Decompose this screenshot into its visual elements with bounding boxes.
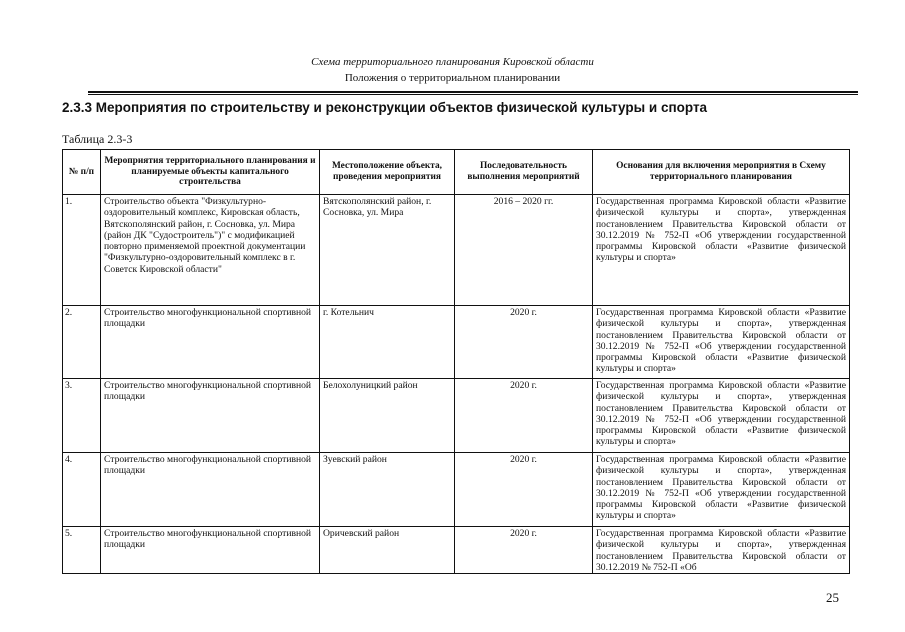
- cell-number: 2.: [63, 306, 101, 379]
- cell-basis: Государственная программа Кировской области «Развитие физической культуры и спорта», утвержденная постановлением Правительства Кировской области от 30.12.2019 № 752-П «Об утверждении государственной программы Кировской области «Развитие физической культуры и спорта»: [593, 379, 850, 453]
- cell-sequence: 2020 г.: [455, 379, 593, 453]
- running-header-title: Схема территориального планирования Кировской области: [311, 56, 594, 68]
- header-rule-thin: [88, 94, 858, 95]
- table-label: Таблица 2.3-3: [62, 132, 133, 146]
- cell-event: Строительство многофункциональной спортивной площадки: [101, 527, 320, 574]
- cell-sequence: 2020 г.: [455, 527, 593, 574]
- cell-event: Строительство многофункциональной спортивной площадки: [101, 306, 320, 379]
- running-header-subtitle: Положения о территориальном планировании: [344, 72, 561, 84]
- page-number: 25: [826, 590, 839, 605]
- cell-basis: Государственная программа Кировской области «Развитие физической культуры и спорта», утвержденная постановлением Правительства Кировской области от 30.12.2019 № 752-П «Об утверждении государственной программы Кировской области «Развитие физической культуры и спорта»: [593, 453, 850, 527]
- cell-location: Оричевский район: [320, 527, 455, 574]
- table-header-row: [63, 150, 850, 195]
- cell-event: Строительство многофункциональной спортивной площадки: [101, 379, 320, 453]
- col-header-number: № п/п: [63, 150, 101, 195]
- col-header-event: Мероприятия территориального планирования и планируемые объекты капитального строительства: [101, 150, 320, 195]
- cell-event: Строительство объекта "Физкультурно-оздоровительный комплекс, Кировская область, Вятскополянский район, г. Сосновка, ул. Мира (район ДК "Судостроитель")" с модификацией повторно применяемой проектной документации "Физкультурно-оздоровительный комплекс в г. Советск Кировской области": [101, 195, 320, 306]
- cell-sequence: 2016 – 2020 гг.: [455, 195, 593, 306]
- measures-table: [62, 149, 850, 574]
- table-row: [63, 527, 850, 574]
- cell-event: Строительство многофункциональной спортивной площадки: [101, 453, 320, 527]
- cell-sequence: 2020 г.: [455, 453, 593, 527]
- cell-basis: Государственная программа Кировской области «Развитие физической культуры и спорта», утвержденная постановлением Правительства Кировской области от 30.12.2019 № 752-П «Об утверждении государственной программы Кировской области «Развитие физической культуры и спорта»: [593, 195, 850, 306]
- cell-number: 4.: [63, 453, 101, 527]
- cell-location: Белохолуницкий район: [320, 379, 455, 453]
- section-title: 2.3.3 Мероприятия по строительству и реконструкции объектов физической культуры и спорта: [62, 100, 708, 115]
- cell-location: г. Котельнич: [320, 306, 455, 379]
- table-row: [63, 453, 850, 527]
- cell-number: 1.: [63, 195, 101, 306]
- table-row: [63, 195, 850, 306]
- table-row: [63, 306, 850, 379]
- col-header-sequence: Последовательность выполнения мероприятий: [455, 150, 593, 195]
- col-header-location: Местоположение объекта, проведения мероприятия: [320, 150, 455, 195]
- cell-location: Зуевский район: [320, 453, 455, 527]
- table-row: [63, 379, 850, 453]
- cell-basis-text: Государственная программа Кировской области «Развитие физической культуры и спорта», утвержденная постановлением Правительства Кировской области от 30.12.2019 № 752-П «Об: [596, 528, 846, 572]
- header-rule-thick: [88, 91, 858, 93]
- cell-basis: Государственная программа Кировской области «Развитие физической культуры и спорта», утвержденная постановлением Правительства Кировской области от 30.12.2019 № 752-П «Об утверждении государственной программы Кировской области «Развитие физической культуры и спорта»: [593, 306, 850, 379]
- cell-basis: [593, 527, 850, 574]
- cell-number: 5.: [63, 527, 101, 574]
- cell-number: 3.: [63, 379, 101, 453]
- cell-location: Вятскополянский район, г. Сосновка, ул. Мира: [320, 195, 455, 306]
- col-header-basis: Основания для включения мероприятия в Схему территориального планирования: [593, 150, 850, 195]
- cell-sequence: 2020 г.: [455, 306, 593, 379]
